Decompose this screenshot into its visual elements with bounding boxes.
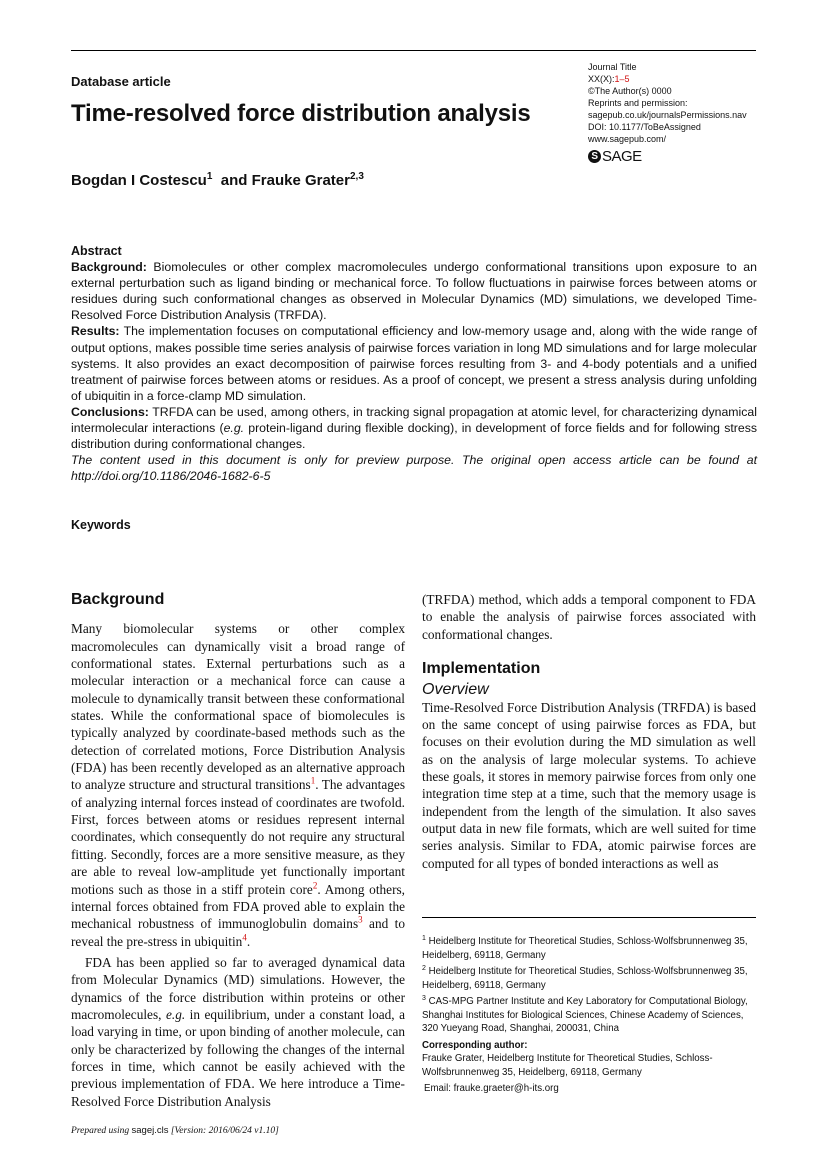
journal-title: Journal Title <box>588 62 637 72</box>
abstract-heading: Abstract <box>71 244 122 258</box>
copyright: ©The Author(s) 0000 <box>588 86 672 96</box>
article-type: Database article <box>71 74 171 89</box>
author-affiliation: 1 <box>206 171 213 182</box>
top-rule <box>71 50 756 51</box>
class-file-name: sagej.cls <box>131 1125 169 1136</box>
corresponding-author <box>422 1039 756 1096</box>
author-name: and Frauke Grater <box>220 172 350 189</box>
sage-logo-text: SAGE <box>602 148 642 165</box>
footnote-item: $^2$ Heidelberg Institute for Theoretical Studies, Schloss-Wolfsbrunnenweg 35, Heidelberg, 69118, Germany <box>422 965 748 991</box>
implementation-paragraph-1: Time-Resolved Force Distribution Analysis (TRFDA) is based on the same concept of using pairwise forces as FDA, but focuses on their evolution during the MD simulation as well as on the analysis of large molecular systems. To achieve these goals, it stores in memory pairwise forces from only one integration time step at a time, such that the memory usage is independent from the length of the simulation. It also saves output data in new file formats, which are well suited for time series analysis. Similar to FDA, atomic pairwise forces are computed for all types of bonded interactions as well as <box>422 699 756 871</box>
affiliation-footnotes <box>422 932 756 1036</box>
permissions-link[interactable]: sagepub.co.uk/journalsPermissions.nav <box>588 110 747 120</box>
footnote-item: $^3$ CAS-MPG Partner Institute and Key Laboratory for Computational Biology, Shanghai Institutes for Biological Sciences, Chinese Academy of Sciences, 320 Yueyang Road, Shanghai, 200031, China <box>422 995 748 1035</box>
preview-note: The content used in this document is only for preview purpose. The original open access article can be found at http://doi.org/10.1186/2046-1682-6-5 <box>71 453 757 484</box>
author-affiliation: 2,3 <box>349 171 364 182</box>
sage-logo <box>588 148 642 165</box>
website-link[interactable]: www.sagepub.com/ <box>588 134 667 144</box>
background-paragraph-3: (TRFDA) method, which adds a temporal component to FDA to enable the analysis of pairwise forces associated with conformational changes. <box>422 592 756 642</box>
page-end-link[interactable]: 5 <box>624 74 630 84</box>
background-paragraph-2: FDA has been applied so far to averaged dynamical data from Molecular Dynamics (MD) simulations. However, the dynamics of the force distribution within proteins or other macromolecules, e.g. in equilibrium, under a constant load, a load varying in time, or upon binding of another molecule, can only be characterized by following the changes of the internal forces in time, which cannot be easily achieved with the previous implementation of FDA. We here introduce a Time-Resolved Force Distribution Analysis <box>71 954 406 1109</box>
background-heading: Background <box>71 591 165 608</box>
abstract <box>71 243 757 484</box>
overview-subheading: Overview <box>422 681 489 699</box>
author-list <box>71 171 364 189</box>
footnote-item: $^1$ Heidelberg Institute for Theoretical Studies, Schloss-Wolfsbrunnenweg 35, Heidelberg, 69118, Germany <box>422 935 748 961</box>
footnote-rule <box>422 917 756 918</box>
prepared-using-footer: Prepared using sagej.cls [Version: 2016/06/24 v1.10] <box>71 1125 279 1136</box>
citation-link[interactable]: 3 <box>358 914 363 925</box>
background-paragraph-1: Many biomolecular systems or other complex macromolecules can dynamically visit a broad range of conformational states. External perturbations such as a molecular interaction or a mechanical force can cause a molecule to dynamically transit between these conformational states. While the conformational space of biomolecules is typically analyzed by coordinate-based methods such as the detection of correlated motions, Force Distribution Analysis (FDA) has been recently developed as an alternative approach to analyze structure and structural transitions$^1$. The advantages of analyzing internal forces instead of coordinates are twofold. First, forces between atoms or residues represent internal coordinates, which consequently do not require any structural fitting. Secondly, forces are a more sensitive measure, as they are able to reveal low-amplitude yet functionally important motions such as those in a stiff protein core$^2$. Among others, internal forces obtained from FDA proved able to explain the mechanical robustness of immunoglobulin domains$^3$ and to reveal the pre-stress in ubiquitin$^4$. <box>71 621 405 949</box>
citation-link[interactable]: 2 <box>312 880 318 891</box>
abstract-results: Results: The implementation focuses on computational efficiency and low-memory usage and, along with the wide range of output options, makes possible time series analysis of pairwise forces variation in long MD simulations and for large molecular systems. It also provides an exact decomposition of pairwise forces resulting from 3- and 4-body potentials and a unified treatment of pairwise forces between atoms or residues. As a proof of concept, we present a stress analysis during unfolding of ubiquitin in a force-clamp MD simulation. <box>71 324 757 403</box>
page-start-link[interactable]: 1 <box>614 74 620 84</box>
implementation-heading: Implementation <box>422 660 541 678</box>
journal-pages: XX(X):1–5 <box>588 74 630 84</box>
sage-logo-icon: S <box>588 150 601 163</box>
left-column <box>71 591 405 1110</box>
corresponding-heading: Corresponding author: <box>422 1040 528 1051</box>
abstract-background: Background: Biomolecules or other complex macromolecules undergo conformational transitions upon exposure to an external perturbation such as ligand binding or mechanical force. To follow fluctuations in pairwise forces between atoms or residues during such conformational changes as observed in Molecular Dynamics (MD) simulations, we developed Time-Resolved Force Distribution Analysis (TRFDA). <box>71 260 757 323</box>
abstract-conclusions: Conclusions: TRFDA can be used, among others, in tracking signal propagation at atomic level, for characterizing dynamical intermolecular interactions (e.g. protein-ligand during flexible docking), in development of force fields and for following stress distribution during conformational changes. <box>71 404 757 452</box>
reprints-label: Reprints and permission: <box>588 98 688 108</box>
corresponding-email[interactable]: Email: frauke.graeter@h-its.org <box>424 1083 559 1095</box>
author-name: Bogdan I Costescu <box>71 172 207 189</box>
corresponding-address: Frauke Grater, Heidelberg Institute for Theoretical Studies, Schloss-Wolfsbrunnenweg 35, Heidelberg, 69118, Germany <box>422 1053 713 1078</box>
keywords-heading: Keywords <box>71 518 131 532</box>
article-title: Time-resolved force distribution analysis <box>71 100 531 127</box>
journal-info <box>588 61 747 145</box>
right-column <box>422 591 756 872</box>
citation-link[interactable]: 4 <box>242 932 247 943</box>
citation-link[interactable]: 1 <box>310 776 316 787</box>
doi: DOI: 10.1177/ToBeAssigned <box>588 122 701 132</box>
